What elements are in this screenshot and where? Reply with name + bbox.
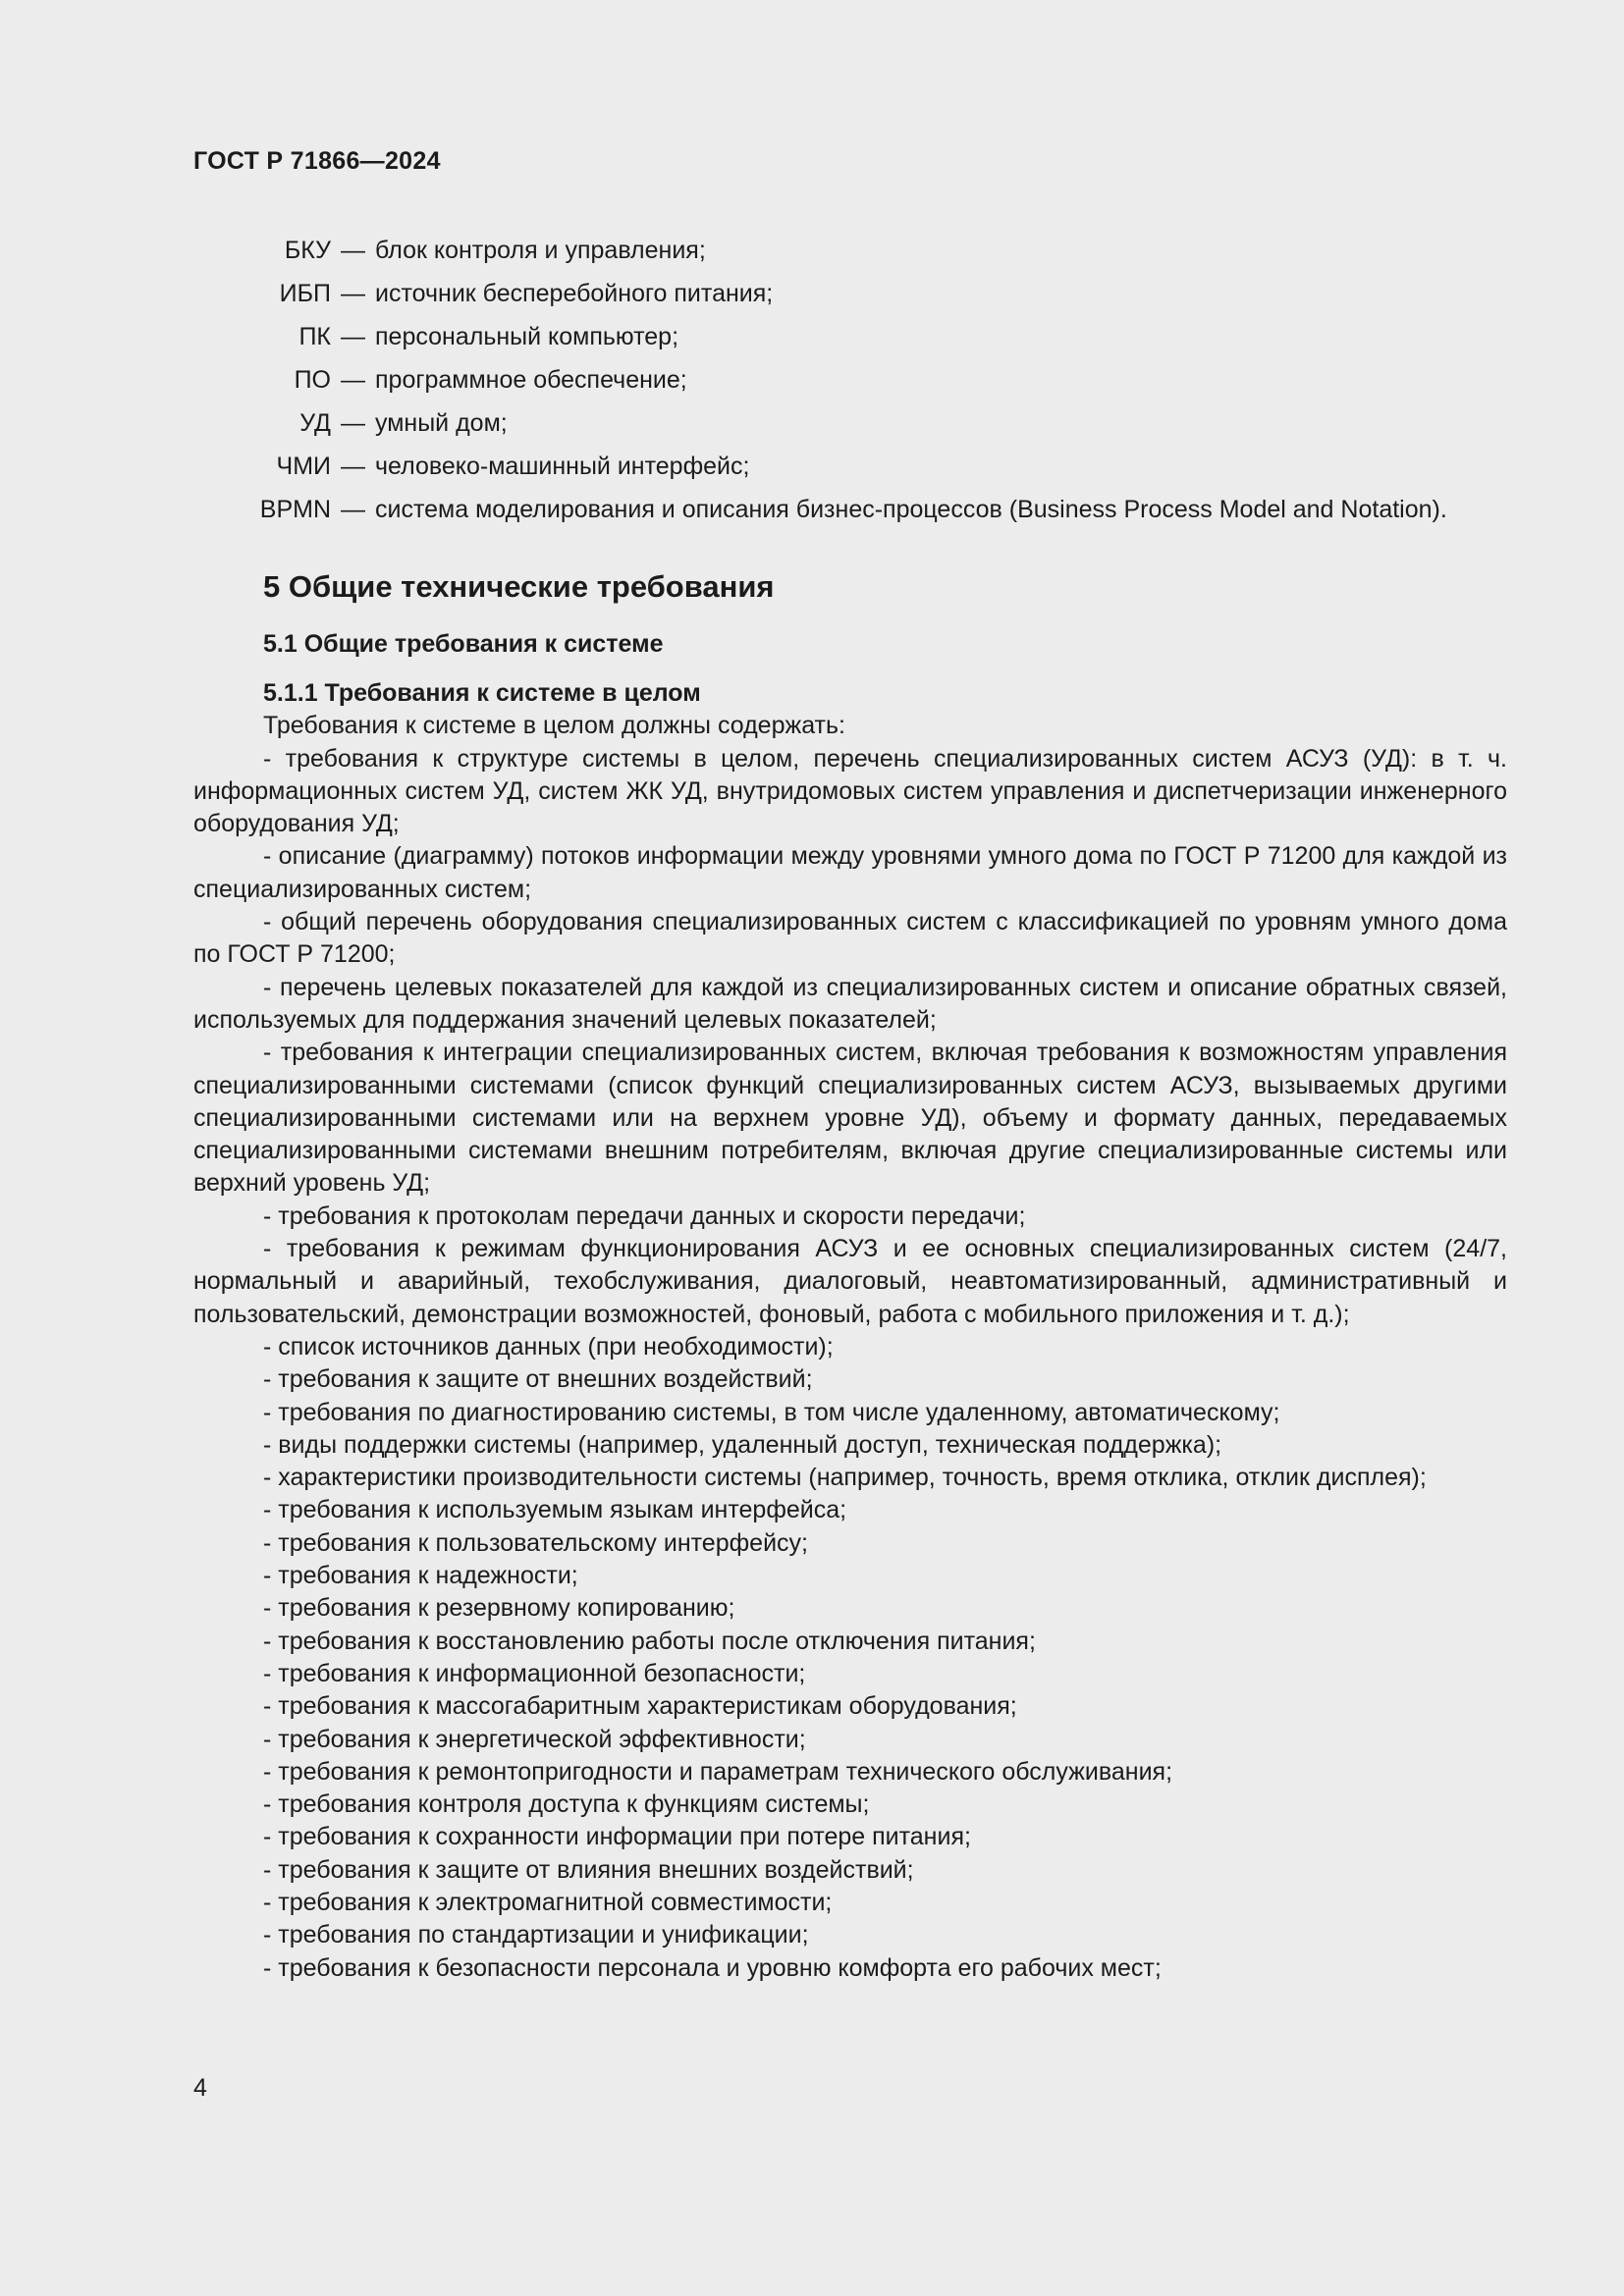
abbreviation-row bbox=[193, 406, 1509, 450]
abbreviation-term: БКУ bbox=[284, 237, 331, 264]
list-item: - требования к надежности; bbox=[263, 1562, 578, 1590]
list-item: - перечень целевых показателей для каждой из специализированных систем и описание обратных связей, используемых для поддержания значений целевых показателей; bbox=[193, 973, 1507, 1034]
abbreviation-term: УД bbox=[299, 409, 331, 437]
list-item: - требования к восстановлению работы после отключения питания; bbox=[263, 1627, 1036, 1655]
list-item: - список источников данных (при необходимости); bbox=[263, 1332, 834, 1361]
abbreviation-dash: — bbox=[341, 280, 365, 307]
abbreviation-row bbox=[193, 493, 1509, 536]
clause-intro: Требования к системе в целом должны содержать: bbox=[263, 712, 845, 740]
abbreviation-term: ИБП bbox=[279, 280, 331, 307]
abbreviation-list bbox=[193, 234, 1509, 536]
list-item: - требования к защите от внешних воздействий; bbox=[263, 1365, 813, 1394]
list-item: - виды поддержки системы (например, удаленный доступ, техническая поддержка); bbox=[263, 1430, 1222, 1459]
list-item: - требования к ремонтопригодности и параметрам технического обслуживания; bbox=[263, 1757, 1173, 1786]
abbreviation-dash: — bbox=[341, 409, 365, 437]
document-header: ГОСТ Р 71866—2024 bbox=[193, 147, 441, 175]
clause-title: 5.1.1 Требования к системе в целом bbox=[263, 679, 701, 707]
list-item: - требования к массогабаритным характеристикам оборудования; bbox=[263, 1692, 1017, 1721]
requirements-list bbox=[193, 743, 1507, 1985]
list-item: - требования к безопасности персонала и уровню комфорта его рабочих мест; bbox=[263, 1953, 1162, 1982]
abbreviation-dash: — bbox=[341, 496, 365, 523]
abbreviation-term: ЧМИ bbox=[276, 453, 331, 480]
abbreviation-row bbox=[193, 320, 1509, 363]
list-item: - требования к резервному копированию; bbox=[263, 1594, 735, 1623]
list-item: - требования к структуре системы в целом, перечень специализированных систем АСУЗ (УД): в т. ч. информационных систем УД, систем ЖК УД, внутридомовых систем управления и диспетчеризации инженерного оборудования УД; bbox=[193, 744, 1507, 838]
abbreviation-definition: умный дом; bbox=[375, 409, 508, 437]
section-title: 5 Общие технические требования bbox=[263, 569, 775, 604]
list-item: - требования по стандартизации и унификации; bbox=[263, 1921, 809, 1949]
abbreviation-term: ПК bbox=[298, 323, 331, 350]
abbreviation-row bbox=[193, 450, 1509, 493]
abbreviation-term: BPMN bbox=[259, 496, 331, 523]
abbreviation-definition: персональный компьютер; bbox=[375, 323, 679, 350]
subsection-title: 5.1 Общие требования к системе bbox=[263, 630, 664, 658]
list-item: - требования к защите от влияния внешних воздействий; bbox=[263, 1855, 914, 1884]
page-number: 4 bbox=[193, 2074, 207, 2102]
list-item: - характеристики производительности системы (например, точность, время отклика, отклик дисплея); bbox=[263, 1464, 1427, 1492]
list-item: - требования к пользовательскому интерфейсу; bbox=[263, 1528, 808, 1557]
list-item: - требования к информационной безопасности; bbox=[263, 1659, 806, 1687]
abbreviation-dash: — bbox=[341, 323, 365, 350]
list-item: - требования контроля доступа к функциям системы; bbox=[263, 1790, 870, 1819]
list-item: - требования к сохранности информации при потере питания; bbox=[263, 1823, 971, 1851]
abbreviation-row bbox=[193, 234, 1509, 277]
list-item: - требования к интеграции специализированных систем, включая требования к возможностям управления специализированными системами (список функций специализированных систем АСУЗ, вызываемых другими специализированными системами или на верхнем уровне УД), объему и формату данных, передаваемых специализированными системами внешним потребителям, включая другие специализированные системы или верхний уровень УД; bbox=[193, 1039, 1507, 1198]
clause-body bbox=[193, 677, 1507, 1985]
abbreviation-row bbox=[193, 363, 1509, 406]
abbreviation-definition: человеко-машинный интерфейс; bbox=[375, 453, 750, 480]
abbreviation-dash: — bbox=[341, 237, 365, 264]
abbreviation-definition: блок контроля и управления; bbox=[375, 237, 706, 264]
abbreviation-dash: — bbox=[341, 453, 365, 480]
abbreviation-row bbox=[193, 277, 1509, 320]
abbreviation-definition: источник бесперебойного питания; bbox=[375, 280, 774, 307]
list-item: - общий перечень оборудования специализированных систем с классификацией по уровням умного дома по ГОСТ Р 71200; bbox=[193, 908, 1507, 969]
abbreviation-dash: — bbox=[341, 366, 365, 394]
list-item: - требования к режимам функционирования АСУЗ и ее основных специализированных систем (24/7, нормальный и аварийный, техобслуживания, диалоговый, неавтоматизированный, административный и пользовательский, демонстрации возможностей, фоновый, работа с мобильного приложения и т. д.); bbox=[193, 1235, 1507, 1328]
list-item: - описание (диаграмму) потоков информации между уровнями умного дома по ГОСТ Р 71200 для каждой из специализированных систем; bbox=[193, 842, 1507, 903]
list-item: - требования к энергетической эффективности; bbox=[263, 1725, 806, 1753]
list-item: - требования к протоколам передачи данных и скорости передачи; bbox=[263, 1201, 1026, 1230]
list-item: - требования к используемым языкам интерфейса; bbox=[263, 1496, 847, 1524]
list-item: - требования по диагностированию системы, в том числе удаленному, автоматическому; bbox=[263, 1398, 1280, 1426]
abbreviation-definition: программное обеспечение; bbox=[375, 366, 687, 394]
abbreviation-definition: система моделирования и описания бизнес-процессов (Business Process Model and Notation). bbox=[375, 496, 1447, 523]
list-item: - требования к электромагнитной совместимости; bbox=[263, 1888, 833, 1916]
abbreviation-term: ПО bbox=[294, 366, 331, 394]
